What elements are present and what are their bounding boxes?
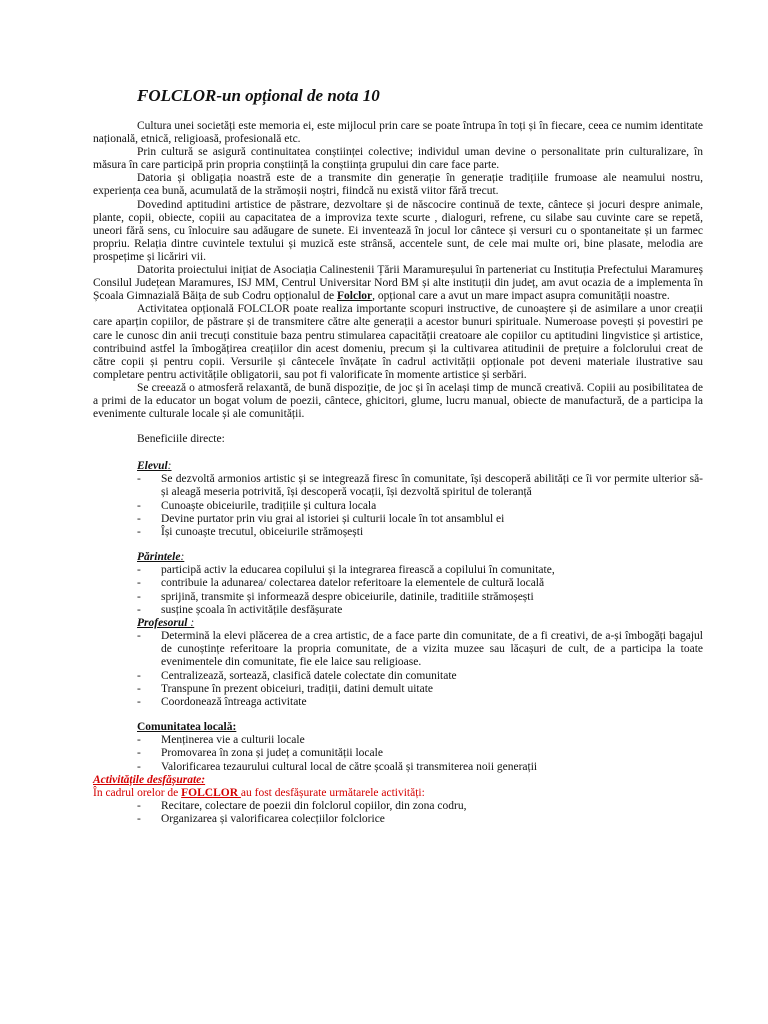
paragraph: Dovedind aptitudini artistice de păstrare, dezvoltare și de născocire continuă de texte, cântece și jocuri despre animale, plante, copii, obiecte, copiii au capacitatea de a improviza texte scurte , dialoguri, refrene, cu silabe sau cuvinte care se repetă, uneori fără sens, cu înlocuire sau adăugare de sunete. Ei inventează în jocul lor cântece și versuri cu o spontaneitate și un farmec propriu. Relația dintre cuvintele textului și muzică este strânsă, accentele sunt, de cele mai multe ori, bine plasate, melodia are prospețime și licăriri vii.: [93, 198, 703, 263]
project-paragraph: [93, 264, 703, 303]
list-item: - Transpune în prezent obiceiuri, tradiții, datini demult uitate: [137, 683, 703, 696]
section-heading-comunitatea: Comunitatea locală:: [137, 721, 237, 734]
paragraph: Datoria și obligația noastră este de a transmite din generație în generație tradițiile frumoase ale neamului nostru, experiența cea bună, acumulată de la strămoșii noștri, fiindcă nu există viitor fără trecut.: [93, 172, 703, 198]
list-item: - participă activ la educarea copilului și la integrarea firească a copilului în comunitate,: [137, 564, 703, 577]
list-item: - Menținerea vie a culturii locale: [137, 734, 703, 747]
folclor-highlight: Folclor: [337, 290, 373, 303]
project-text: Datorita proiectului inițiat de Asociația Calinestenii Țării Maramureșului în parteneriat cu Instituția Prefectului Maramureș Consilul Județean Maramures, ISJ MM, Centrul Universitar Nord BM și alte instituții din județ, am avut ocazia de a implementa în Școala Gimnazială Băița de sub Codru opționalul de: [93, 264, 703, 303]
benefits-label: Beneficiile directe:: [137, 433, 225, 446]
list-item: - Determină la elevi plăcerea de a crea artistic, de a face parte din comunitate, de a fi creativi, de a-și îmbogăți bagajul de cunoștințe referitoare la propria comunitate, de a vizita muzee sau lăcașuri de cult, de a participa la toate evenimentele din comunitate, fie ele laice sau religioase.: [137, 630, 703, 670]
list-item: - Promovarea în zona și județ a comunității locale: [137, 747, 703, 760]
paragraph: Cultura unei societăți este memoria ei, este mijlocul prin care se poate întrupa în toți și în fiecare, ceea ce numim identitate națională, etnică, religioasă, profesională etc.: [93, 120, 703, 146]
paragraph: Prin cultură se asigură continuitatea conștiinței colective; individul uman devine o personalitate prin culturalizare, în măsura în care participă prin propria conștiință la conștiința grupului din care face parte.: [93, 146, 703, 172]
list-item: - Devine purtator prin viu grai al istoriei și culturii locale în tot ansamblul ei: [137, 513, 703, 526]
list-item: - Centralizează, sortează, clasifică datele colectate din comunitate: [137, 670, 703, 683]
list-item: - Valorificarea tezaurului cultural local de către școală și transmiterea noii generații: [137, 761, 703, 774]
list-item: - contribuie la adunarea/ colectarea datelor referitoare la elementele de cultură locală: [137, 577, 703, 590]
list-item: - Coordonează întreaga activitate: [137, 696, 703, 709]
list-item: - Recitare, colectare de poezii din folclorul copiilor, din zona codru,: [137, 800, 703, 813]
profesorul-list: [137, 630, 703, 709]
paragraph: Activitatea opțională FOLCLOR poate realiza importante scopuri instructive, de cunoaștere și de asimilare a unor creații care aparțin copiilor, de păstrare și de transmitere către alte generații a acestor bunuri spirituale. Numeroase povești și povestiri pe care le cunosc din anii trecuți constituie baza pentru stimularea capacității creatoare ale copiilor cu aptitudini lingvistice și artistice, contribuind astfel la îmbogățirea creațiilor din acest domeniu, precum și la cultivarea atitudinii de prețuire a folclorului creat de către copii și pentru copii. Versurile și cântecele învățate în cadrul activității opționale pot deveni materiale ilustrative sau completare pentru activitățile obligatorii, sau pot fi valorificate în momente artistice și serbări.: [93, 303, 703, 381]
activitati-intro: În cadrul orelor de FOLCLOR au fost desfășurate următarele activități:: [93, 786, 425, 799]
document-title: FOLCLOR-un opțional de nota 10: [137, 86, 380, 105]
section-heading-elevul: Elevul:: [137, 460, 172, 473]
section-heading-profesorul: Profesorul :: [137, 616, 195, 629]
section-heading-parintele: Părintele:: [137, 551, 185, 564]
elevul-list: [137, 473, 703, 539]
list-item: - Cunoaște obiceiurile, tradițiile și cultura locala: [137, 500, 703, 513]
parintele-list: [137, 564, 703, 617]
list-item: - susține școala în activitățile desfășurate: [137, 604, 703, 617]
document-page: [93, 86, 703, 826]
activitati-list: [137, 800, 703, 826]
comunitatea-list: [137, 734, 703, 774]
list-item: - sprijină, transmite și informează despre obiceiurile, datinile, traditiile strămoșești: [137, 591, 703, 604]
project-tail: , opțional care a avut un mare impact asupra comunității noastre.: [372, 290, 670, 303]
paragraph: Se creează o atmosferă relaxantă, de bună dispoziție, de joc și în același timp de muncă creativă. Copiii au posibilitatea de a primi de la educator un bogat volum de poezii, cântece, ghicitori, glume, lucru manual, obiecte de manufactură, de a participa la evenimente culturale locale și ale comunității.: [93, 381, 703, 421]
list-item: - Organizarea și valorificarea colecțiilor folclorice: [137, 813, 703, 826]
folclor-red-highlight: FOLCLOR: [181, 786, 241, 799]
list-item: - Se dezvoltă armonios artistic și se integrează firesc în comunitate, își descoperă abilități ce îi vor permite ulterior să-și aleagă meseria potrivită, își descoperă vocații, își dezvoltă spiritul de toleranță: [137, 473, 703, 499]
list-item: - Își cunoaște trecutul, obiceiurile strămoșești: [137, 526, 703, 539]
section-heading-activitati: Activitățile desfășurate:: [93, 773, 206, 786]
